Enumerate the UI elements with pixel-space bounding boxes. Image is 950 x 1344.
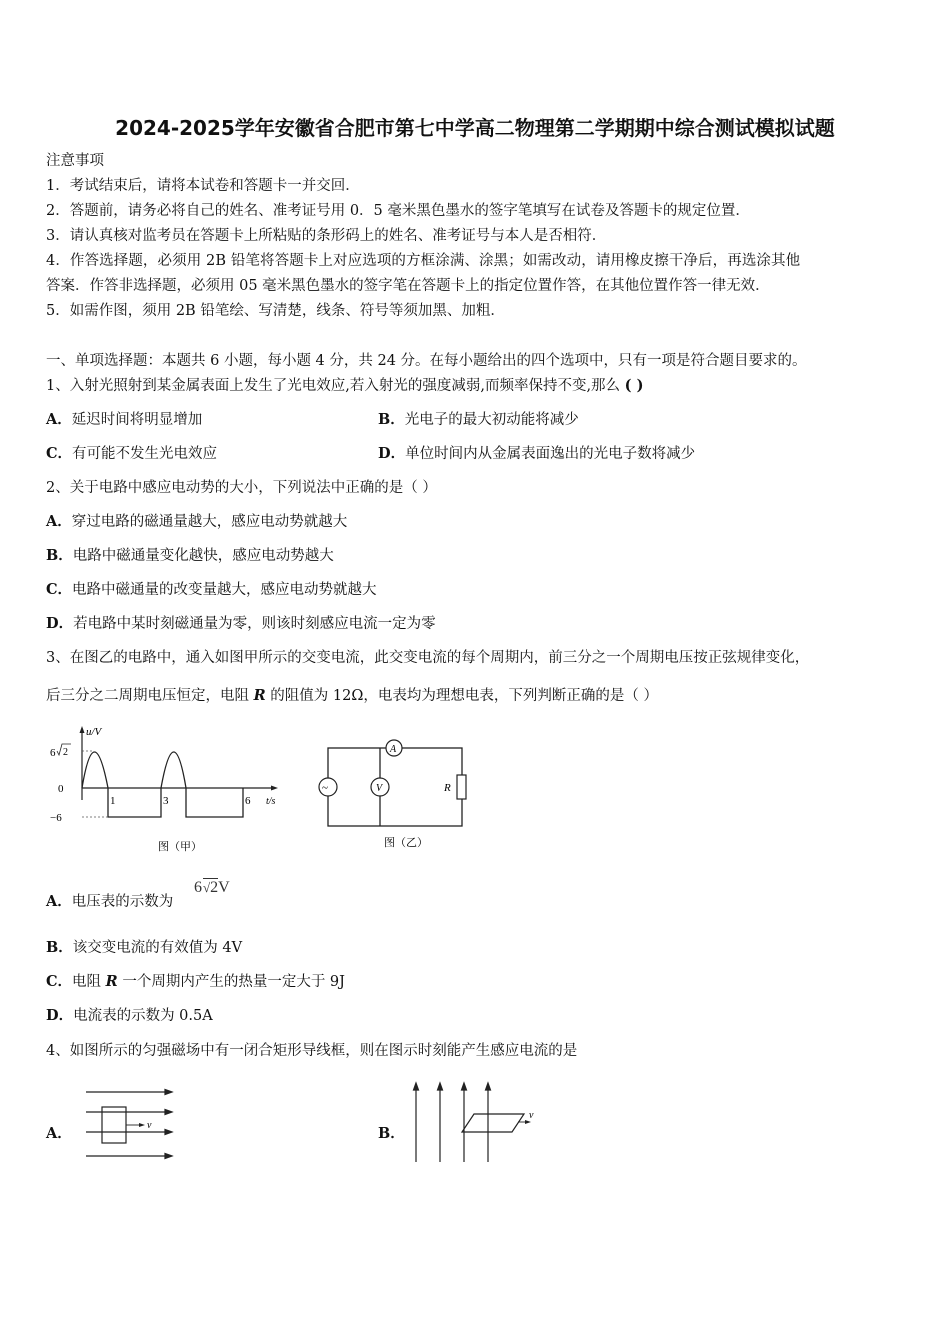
q1-option-c: C．有可能不发生光电效应 — [46, 445, 218, 462]
circuit-loop — [328, 748, 462, 826]
q3-option-d: D．电流表的示数为 0.5A — [46, 1007, 213, 1024]
q4-option-b-label: B． — [378, 1125, 405, 1142]
x-axis-label: t/s — [266, 796, 276, 807]
horizontal-field-lines — [86, 1090, 172, 1159]
constant-segment-2 — [186, 788, 243, 817]
question-1-stem — [46, 377, 643, 395]
answer-paren: ( ) — [624, 377, 644, 394]
q1-option-b: B．光电子的最大初动能将减少 — [378, 411, 579, 428]
resistor-label: R — [444, 782, 451, 794]
page-title: 2024-2025学年安徽省合肥市第七中学高二物理第二学期期中综合测试模拟试题 — [115, 116, 835, 140]
y-tick-top-root: 2 — [63, 747, 68, 758]
q2-option-a: A．穿过电路的磁通量越大，感应电动势就越大 — [46, 513, 348, 530]
question-1-text: 1、入射光照射到某金属表面上发生了光电效应,若入射光的强度减弱,而频率保持不变,那么 — [46, 378, 621, 394]
q2-option-b: B．电路中磁通量变化越快，感应电动势越大 — [46, 547, 334, 564]
x-tick: 6 — [245, 795, 251, 807]
q3-option-a-value: 6√2V — [194, 879, 230, 896]
y-tick-bottom: −6 — [50, 812, 62, 824]
y-tick-top: 6 — [50, 747, 56, 759]
question-3-stem-line1: 3、在图乙的电路中，通入如图甲所示的交变电流，此交变电流的每个周期内，前三分之一个周期电压按正弦规律变化， — [46, 650, 810, 666]
notice-heading: 注意事项 — [46, 153, 104, 169]
sine-hump-1 — [82, 752, 108, 788]
question-4-stem: 4、如图所示的匀强磁场中有一闭合矩形导线框，则在图示时刻能产生感应电流的是 — [46, 1043, 578, 1059]
q3-option-a: A．电压表的示数为 — [46, 893, 174, 910]
ammeter-label: A — [390, 744, 397, 755]
figure-caption-a: 图（甲） — [158, 841, 202, 853]
x-tick: 3 — [163, 795, 169, 807]
q4-figure-a — [82, 1084, 177, 1166]
notice-item: 4．作答选择题，必须用 2B 铅笔将答题卡上对应选项的方框涂满、涂黑；如需改动，请用橡皮擦干净后，再选涂其他 — [46, 253, 801, 269]
q3-option-b: B．该交变电流的有效值为 4V — [46, 939, 243, 956]
notice-item: 3．请认真核对监考员在答题卡上所粘贴的条形码上的姓名、准考证号与本人是否相符． — [46, 228, 607, 244]
notice-item: 2．答题前，请务必将自己的姓名、准考证号用 0．5 毫米黑色墨水的签字笔填写在试卷及答题卡的规定位置． — [46, 203, 750, 219]
voltmeter-label: V — [376, 783, 383, 794]
resistor-icon — [457, 775, 466, 799]
vertical-field-lines — [414, 1083, 491, 1162]
notice-item: 5．如需作图，须用 2B 铅笔绘、写清楚，线条、符号等须加黑、加粗． — [46, 303, 505, 319]
q2-option-c: C．电路中磁通量的改变量越大，感应电动势就越大 — [46, 581, 377, 598]
sine-hump-2 — [161, 752, 186, 788]
ac-source-symbol: ~ — [322, 782, 328, 794]
coil-frame — [462, 1114, 524, 1132]
velocity-label: v — [529, 1110, 534, 1121]
q1-option-d: D．单位时间内从金属表面逸出的光电子数将减少 — [378, 445, 696, 462]
q4-figure-b — [408, 1080, 543, 1166]
question-2-stem: 2、关于电路中感应电动势的大小，下列说法中正确的是（ ） — [46, 480, 437, 496]
notice-item: 答案．作答非选择题，必须用 05 毫米黑色墨水的签字笔在答题卡上的指定位置作答，在其他位置作答一律无效． — [46, 278, 770, 294]
x-tick: 1 — [110, 795, 116, 807]
notice-item: 1．考试结束后，请将本试卷和答题卡一并交回． — [46, 178, 360, 194]
y-tick-zero: 0 — [58, 783, 64, 795]
figure-caption-b: 图（乙） — [384, 837, 428, 849]
q3-option-c: C．电阻 R 一个周期内产生的热量一定大于 9J — [46, 973, 345, 990]
constant-segment-1 — [108, 788, 161, 817]
y-axis-label: u/V — [86, 726, 102, 738]
q1-option-a: A．延迟时间将明显增加 — [46, 411, 203, 428]
x-axis-arrow — [271, 786, 278, 791]
velocity-label: v — [147, 1120, 152, 1131]
circuit-diagram — [300, 730, 480, 858]
y-axis-arrow — [80, 726, 85, 733]
question-3-stem-line2: 后三分之二周期电压恒定，电阻 R 的阻值为 12Ω，电表均为理想电表，下列判断正确的是（ ） — [46, 687, 658, 704]
section-heading: 一、单项选择题：本题共 6 小题，每小题 4 分，共 24 分。在每小题给出的四个选项中，只有一项是符合题目要求的。 — [46, 353, 807, 369]
velocity-arrowhead — [139, 1123, 145, 1127]
q4-option-a-label: A． — [46, 1125, 72, 1142]
q2-option-d: D．若电路中某时刻磁通量为零，则该时刻感应电流一定为零 — [46, 615, 436, 632]
voltage-time-graph — [46, 722, 291, 862]
